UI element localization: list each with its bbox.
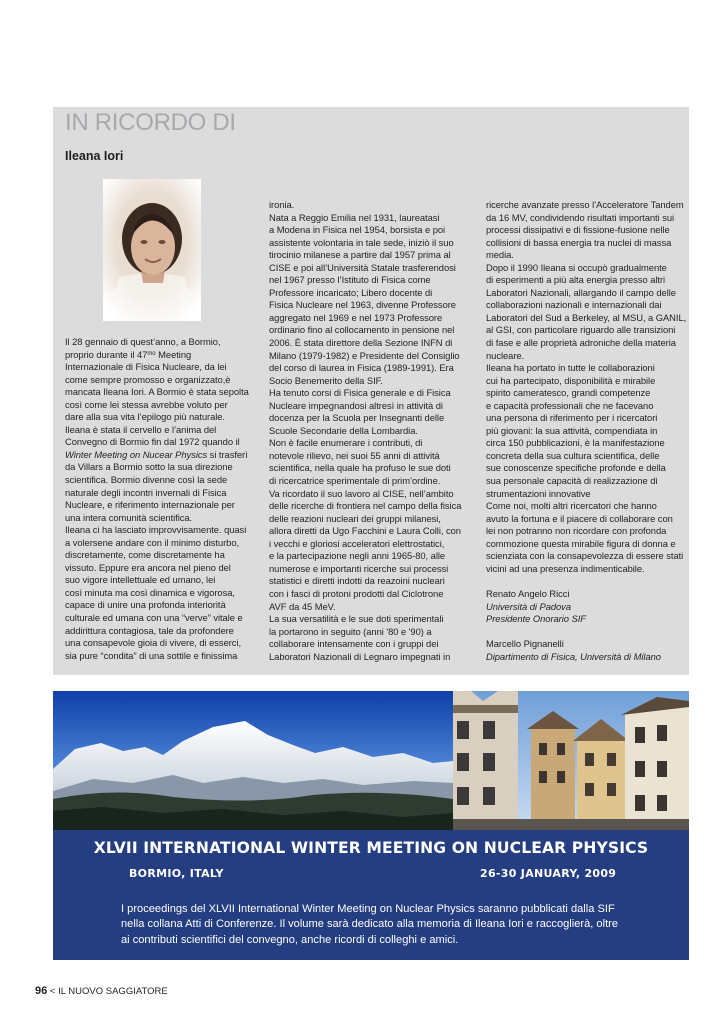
text-line: così come lei stessa avrebbe voluto per: [65, 398, 228, 410]
text-line: Ileana è stata il cervello e l’anima del: [65, 423, 217, 435]
text-line: collaborare intensamente con i gruppi dei: [269, 638, 439, 650]
text-line: aggregato nel 1969 e nel 1973 Professore: [269, 311, 443, 323]
text-line: di ricercatrice sperimentale di prim’ordine.: [269, 475, 441, 487]
conference-banner: [53, 691, 689, 960]
text-line: proprio durante il $47^{mo}$ Meeting: [65, 348, 192, 360]
bormio-landscape-photo: [53, 691, 689, 830]
text-line: Winter Meeting on Nucear Physics si trasferì: [65, 448, 248, 460]
text-line: capace di unire una profonda interiorità: [65, 599, 226, 611]
text-line: scientifica, nella quale ha profuso le sue doti: [269, 462, 451, 474]
text-line: una persona di riferimento per i ricercatori: [486, 412, 658, 424]
section-title: IN RICORDO DI: [65, 109, 236, 136]
text-line: La sua versatilità e le sue doti sperimentali: [269, 613, 444, 625]
text-line: CISE e poi all’Università Statale trasferendosi: [269, 261, 456, 273]
text-line: del corso di laurea in Fisica (1989-1991). Era: [269, 362, 454, 374]
text-line: Dopo il 1990 Ileana si occupò gradualmente: [486, 261, 667, 273]
memorial-section: [53, 107, 689, 675]
text-line: Ha tenuto corsi di Fisica generale e di Fisica: [269, 387, 451, 399]
text-line: Internazionale di Fisica Nucleare, da lei: [65, 361, 227, 373]
text-line: sia pure “condita” di una sottile e finissima: [65, 649, 238, 661]
text-line: Ileana ci ha lasciato improvvisamente. quasi: [65, 524, 247, 536]
text-line: così minuta ma così dinamica e vigorosa,: [65, 586, 235, 598]
text-line: Scuole Secondarie della Lombardia.: [269, 424, 418, 436]
text-line: di fase e alle proprietà adroniche della materia: [486, 337, 676, 349]
signature-role: Presidente Onorario SIF: [486, 613, 586, 625]
text-column-2: [269, 199, 479, 663]
text-line: strumentazioni innovative: [486, 487, 591, 499]
text-line: i vecchi e gloriosi acceleratori elettrostatici,: [269, 537, 445, 549]
text-line: 2006. È stata direttore della Sezione INFN di: [269, 337, 453, 349]
text-line: ordinario fino al collocamento in pensione nel: [269, 324, 455, 336]
text-column-3: [486, 199, 691, 663]
person-name: Ileana Iori: [65, 149, 124, 163]
text-line: Va ricordato il suo lavoro al CISE, nell’ambito: [269, 487, 454, 499]
text-line: Milano (1979-1982) e Presidente del Consiglio: [269, 349, 460, 361]
text-line: al GSI, con particolare riguardo alle transizioni: [486, 324, 676, 336]
text-line: scientifica. Bormio divenne così la sede: [65, 474, 228, 486]
text-line: Nata a Reggio Emilia nel 1931, laureatasi: [269, 211, 440, 223]
text-line: numerose e importanti ricerche sui processi: [269, 562, 449, 574]
text-line: notevole rilievo, nei suoi 55 anni di attività: [269, 449, 440, 461]
text-line: a Modena in Fisica nel 1954, borsista e poi: [269, 224, 446, 236]
text-line: Nucleare impegnandosi altresì in attività di: [269, 399, 443, 411]
text-line: una intera comunità scientifica.: [65, 511, 193, 523]
text-line: collisioni di bassa energia tra nuclei di massa: [486, 236, 672, 248]
text-line: mancata Ileana Iori. A Bormio è stata sepolta: [65, 386, 249, 398]
text-line: dare alla sua vita l’epilogo più naturale.: [65, 411, 225, 423]
text-line: Nucleare, e riferimento internazionale per: [65, 499, 235, 511]
text-line: Laboratori del Sud a Berkeley, al MSU, a GANIL,: [486, 311, 687, 323]
text-line: statistici e diretti indotti da reazoini nucleari: [269, 575, 445, 587]
meeting-title: XLVII INTERNATIONAL WINTER MEETING ON NUCLEAR PHYSICS: [93, 839, 649, 857]
text-line: delle reazioni nucleari dei gruppi milanesi,: [269, 512, 441, 524]
text-line: [486, 575, 691, 588]
text-line: scienziata con la consapevolezza di essere stati: [486, 550, 684, 562]
text-line: e la partecipazione negli anni 1965-80, alle: [269, 550, 446, 562]
text-line: più giovani: la sua attività, compendiata in: [486, 424, 658, 436]
text-line: addirittura contagiosa, tale da profondere: [65, 624, 234, 636]
text-line: docenza per la Scuola per Insegnanti delle: [269, 412, 445, 424]
signature-affiliation: Università di Padova: [486, 600, 571, 612]
text-line: nel 1967 presso l’Istituto di Fisica come: [269, 274, 431, 286]
signature-name: Marcello Pignanelli: [486, 638, 564, 650]
text-line: spirito cameratesco, grandi competenze: [486, 387, 651, 399]
text-line: ricerche avanzate presso l’Acceleratore Tandem: [486, 199, 684, 210]
text-line: cui ha partecipato, disponibilità e mirabile: [486, 374, 656, 386]
text-line: I proceedings del XLVII International Winter Meeting on Nuclear Physics saranno pubblicati dalla SIF: [121, 903, 615, 915]
text-line: Non è facile enumerare i contributi, di: [269, 437, 423, 449]
text-line: AVF da 45 MeV.: [269, 600, 336, 612]
text-line: la portarono in seguito (anni '80 e '90) a: [269, 625, 432, 637]
text-line: Laboratori Nazionali, allargando il campo delle: [486, 286, 676, 298]
text-line: sua personale capacità di realizzazione di: [486, 475, 658, 487]
portrait-photo: [103, 179, 201, 321]
text-line: Fisica Nucleare nel 1963, divenne Professore: [269, 299, 456, 311]
text-line: assistente volontaria in tale sede, iniziò il suo: [269, 236, 454, 248]
text-line: lei non potranno non ricordare con profonda: [486, 525, 667, 537]
text-line: Come noi, molti altri ricercatori che hanno: [486, 500, 657, 512]
text-line: concreta della sua cultura scientifica, delle: [486, 449, 660, 461]
text-line: con i fasci di protoni prodotti dal Ciclotrone: [269, 587, 444, 599]
page-footer: [35, 985, 168, 997]
text-line: vissuto. Eppure era ancora nel pieno del: [65, 561, 231, 573]
text-line: sue conoscenze specifiche profonde e della: [486, 462, 666, 474]
superscript: mo: [147, 350, 156, 357]
text-line: Convegno di Bormio fin dal 1972 quando il: [65, 436, 240, 448]
text-line: delle ricerche di frontiera nel campo della fisica: [269, 500, 462, 512]
text-line: suo vigore intellettuale ed umano, lei: [65, 574, 216, 586]
text-line: circa 150 pubblicazioni, è la manifestazione: [486, 437, 665, 449]
text-line: allora diretti da Ugo Facchini e Laura Colli, con: [269, 525, 461, 537]
text-line: Il 28 gennaio di quest’anno, a Bormio,: [65, 336, 221, 347]
text-line: collaborazioni nazionali e internazionali dai: [486, 299, 662, 311]
text-line: una consapevole gioia di vivere, di esserci,: [65, 637, 242, 649]
text-line: e capacità professionali che ne facevano: [486, 399, 654, 411]
journal-name: < IL NUOVO SAGGIATORE: [49, 986, 168, 997]
text-line: ironia.: [269, 199, 295, 210]
text-line: processi dissipativi e di fissione-fusione nelle: [486, 224, 670, 236]
text-line: nucleare.: [486, 349, 525, 361]
signature-affiliation: Dipartimento di Fisica, Università di Milano: [486, 650, 661, 662]
text-line: ai contributi scientifici del convegno, anche ricordi di colleghi e amici.: [121, 933, 459, 946]
page-number: 96: [35, 985, 48, 997]
text-line: da 16 MV, condividendo risultati importanti sui: [486, 211, 675, 223]
text-column-1: [65, 336, 265, 662]
text-line: commozione questa mirabile figura di donna e: [486, 537, 676, 549]
text-line: Ileana ha portato in tutte le collaborazioni: [486, 362, 655, 374]
text-line: culturale ed umana con una “verve” vitale e: [65, 612, 243, 624]
text-line: vicini ad una presenza indimenticabile.: [486, 562, 645, 574]
meeting-announcement: [121, 902, 681, 948]
text-line: nella collana Atti di Conferenze. Il volume sarà dedicato alla memoria di Ileana Iori e raccoglierà, oltre: [121, 918, 619, 931]
text-line: naturale degli incontri invernali di Fisica: [65, 486, 227, 498]
text-line: media.: [486, 249, 514, 261]
meeting-name-italic: Winter Meeting on Nucear Physics: [65, 448, 208, 460]
text-line: [486, 626, 691, 639]
text-line: Professore incaricato; Libero docente di: [269, 286, 433, 298]
text-line: da Villars a Bormio sotto la sua direzione: [65, 461, 233, 473]
text-line: Laboratori Nazionali di Legnaro impegnati in: [269, 650, 451, 662]
text-line: come sempre promosso e organizzato,è: [65, 373, 231, 385]
meeting-dates: 26-30 JANUARY, 2009: [480, 867, 617, 880]
text-line: a volersene andare con il minimo disturbo,: [65, 536, 240, 548]
text-line: Socio Benemerito della SIF.: [269, 374, 383, 386]
meeting-location: BORMIO, ITALY: [129, 867, 224, 880]
text-line: avuto la fortuna e il piacere di collaborare con: [486, 512, 673, 524]
text-line: discretamente, come discretamente ha: [65, 549, 225, 561]
text-line: tirocinio milanese a partire dal 1957 prima al: [269, 249, 451, 261]
text-line: di esperimenti a più alta energia presso altri: [486, 274, 666, 286]
signature-name: Renato Angelo Ricci: [486, 587, 570, 599]
